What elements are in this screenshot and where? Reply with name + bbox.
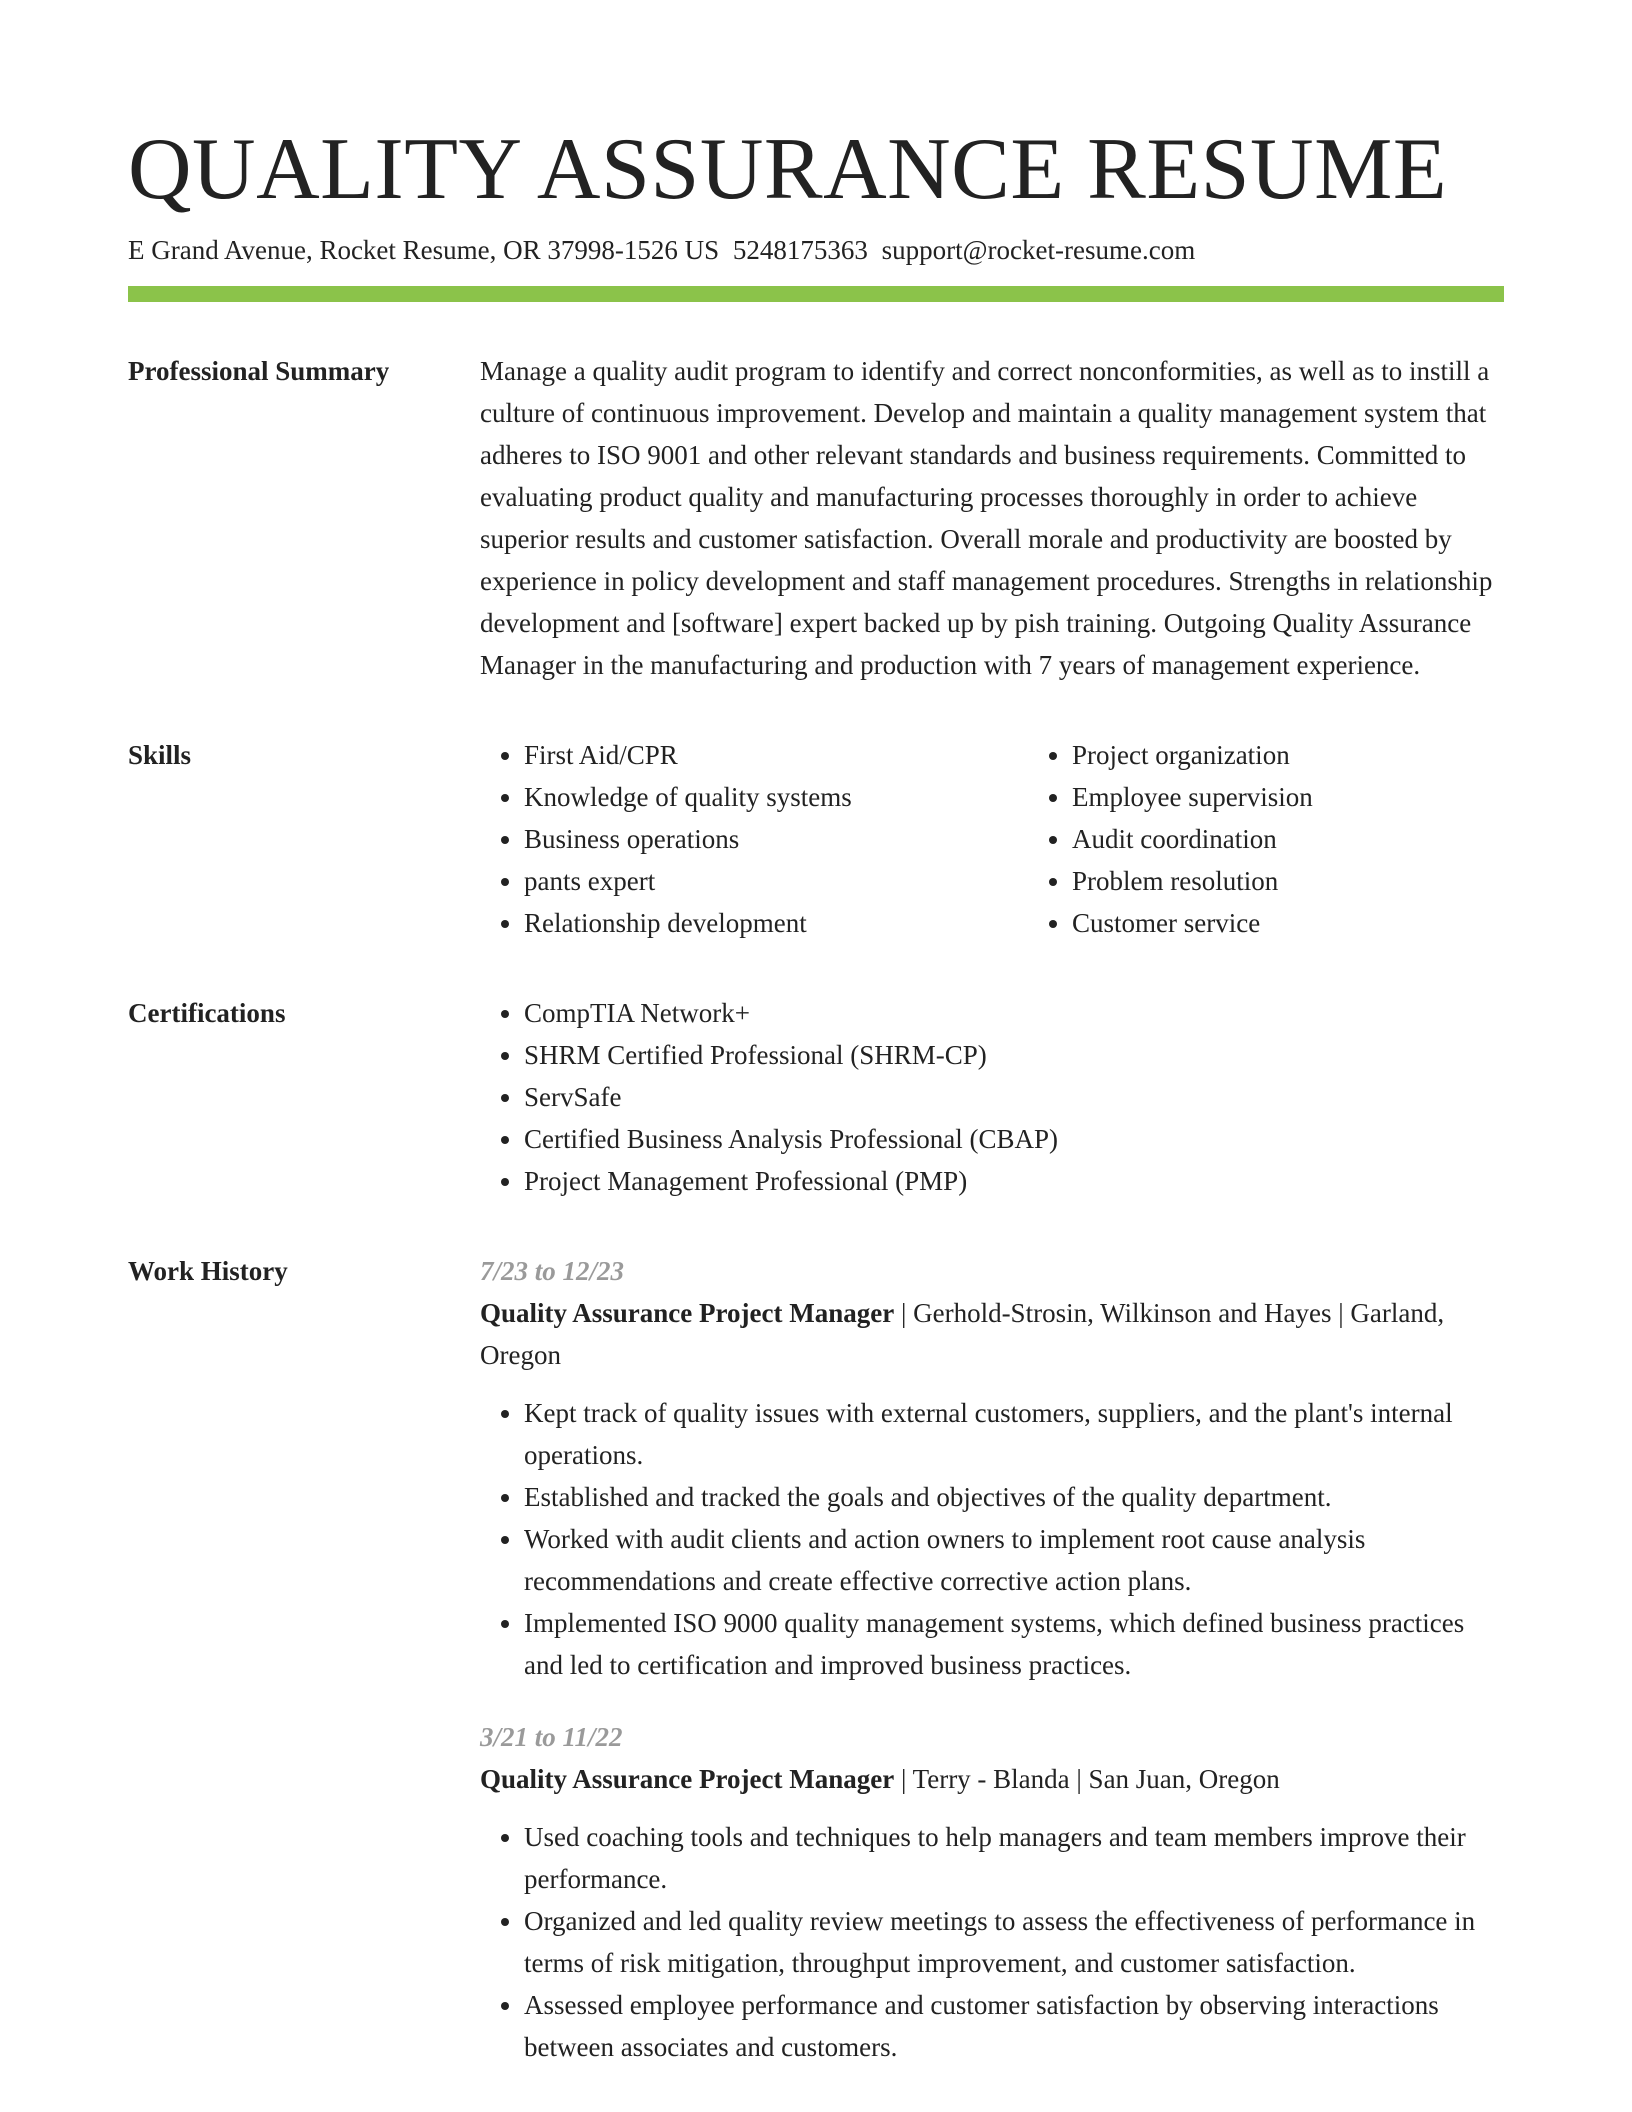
job-bullet: • Worked with audit clients and action owners to implement root cause analysis recommendations and create effective corrective action plans.: [524, 1518, 1504, 1602]
job-bullet: • Used coaching tools and techniques to help managers and team members improve their performance.: [524, 1816, 1504, 1900]
resume-name: QUALITY ASSURANCE RESUME: [128, 121, 1448, 218]
job-bullet: • Established and tracked the goals and objectives of the quality department.: [524, 1476, 1504, 1518]
skill-item: • Problem resolution: [1072, 860, 1576, 902]
job-company-location: | Terry - Blanda | San Juan, Oregon: [894, 1764, 1280, 1794]
job-bullets: [480, 1392, 1504, 1686]
skill-item: • First Aid/CPR: [524, 734, 1028, 776]
accent-divider: [128, 286, 1504, 302]
job-bullet: • Organized and led quality review meetings to assess the effectiveness of performance in terms of risk mitigation, throughput improvement, and customer satisfaction.: [524, 1900, 1504, 1984]
job-bullet: • Implemented ISO 9000 quality management systems, which defined business practices and led to certification and improved business practices.: [524, 1602, 1504, 1686]
section-title-work-history: Work History: [128, 1256, 288, 1286]
job-dates: 7/23 to 12/23: [480, 1256, 625, 1286]
summary-text: Manage a quality audit program to identify and correct nonconformities, as well as to instill a culture of continuous improvement. Develop and maintain a quality management system that adheres to ISO 9001 and other relevant standards and business requirements. Committed to evaluating product quality and manufacturing processes thoroughly in order to achieve superior results and customer satisfaction. Overall morale and productivity are boosted by experience in policy development and staff management procedures. Strengths in relationship development and [software] expert backed up by pish training. Outgoing Quality Assurance Manager in the manufacturing and production with 7 years of management experience.: [480, 356, 1493, 680]
skills-list-left: [480, 734, 1028, 944]
contact-line: [128, 232, 1504, 268]
skill-item: • Customer service: [1072, 902, 1576, 944]
certification-item: • CompTIA Network+: [524, 992, 1504, 1034]
skill-item: • Business operations: [524, 818, 1028, 860]
certification-item: • Certified Business Analysis Professional (CBAP): [524, 1118, 1504, 1160]
job-heading: [480, 1758, 1504, 1800]
contact-phone: 5248175363: [732, 235, 868, 265]
job-entry: [480, 1716, 1504, 2068]
section-title-summary: Professional Summary: [128, 356, 390, 386]
skill-item: • Employee supervision: [1072, 776, 1576, 818]
job-company-location: | Gerhold-Strosin, Wilkinson and Hayes | Garland, Oregon: [480, 1298, 1445, 1370]
contact-email: support@rocket-resume.com: [881, 235, 1196, 265]
section-title-certifications: Certifications: [128, 998, 286, 1028]
certifications-section: [128, 992, 1504, 1202]
work-history-section: [128, 1250, 1504, 2068]
job-heading: [480, 1292, 1504, 1376]
certification-item: • ServSafe: [524, 1076, 1504, 1118]
summary-section: [128, 350, 1504, 686]
job-position: Quality Assurance Project Manager: [480, 1298, 895, 1328]
skill-item: • Knowledge of quality systems: [524, 776, 1028, 818]
section-title-skills: Skills: [128, 740, 192, 770]
skill-item: • Relationship development: [524, 902, 1028, 944]
job-entry: [480, 1250, 1504, 1686]
resume-page: [128, 120, 1504, 2068]
skills-section: [128, 734, 1504, 944]
job-bullet: • Kept track of quality issues with external customers, suppliers, and the plant's internal operations.: [524, 1392, 1504, 1476]
job-position: Quality Assurance Project Manager: [480, 1764, 895, 1794]
contact-address: E Grand Avenue, Rocket Resume, OR 37998-1526 US: [128, 235, 720, 265]
job-bullet: • Assessed employee performance and customer satisfaction by observing interactions between associates and customers.: [524, 1984, 1504, 2068]
skill-item: • pants expert: [524, 860, 1028, 902]
skill-item: • Audit coordination: [1072, 818, 1576, 860]
certifications-list: [480, 992, 1504, 1202]
certification-item: • SHRM Certified Professional (SHRM-CP): [524, 1034, 1504, 1076]
job-dates: 3/21 to 11/22: [480, 1722, 623, 1752]
skill-item: • Project organization: [1072, 734, 1576, 776]
certification-item: • Project Management Professional (PMP): [524, 1160, 1504, 1202]
job-bullets: [480, 1816, 1504, 2068]
skills-list-right: [1028, 734, 1576, 944]
